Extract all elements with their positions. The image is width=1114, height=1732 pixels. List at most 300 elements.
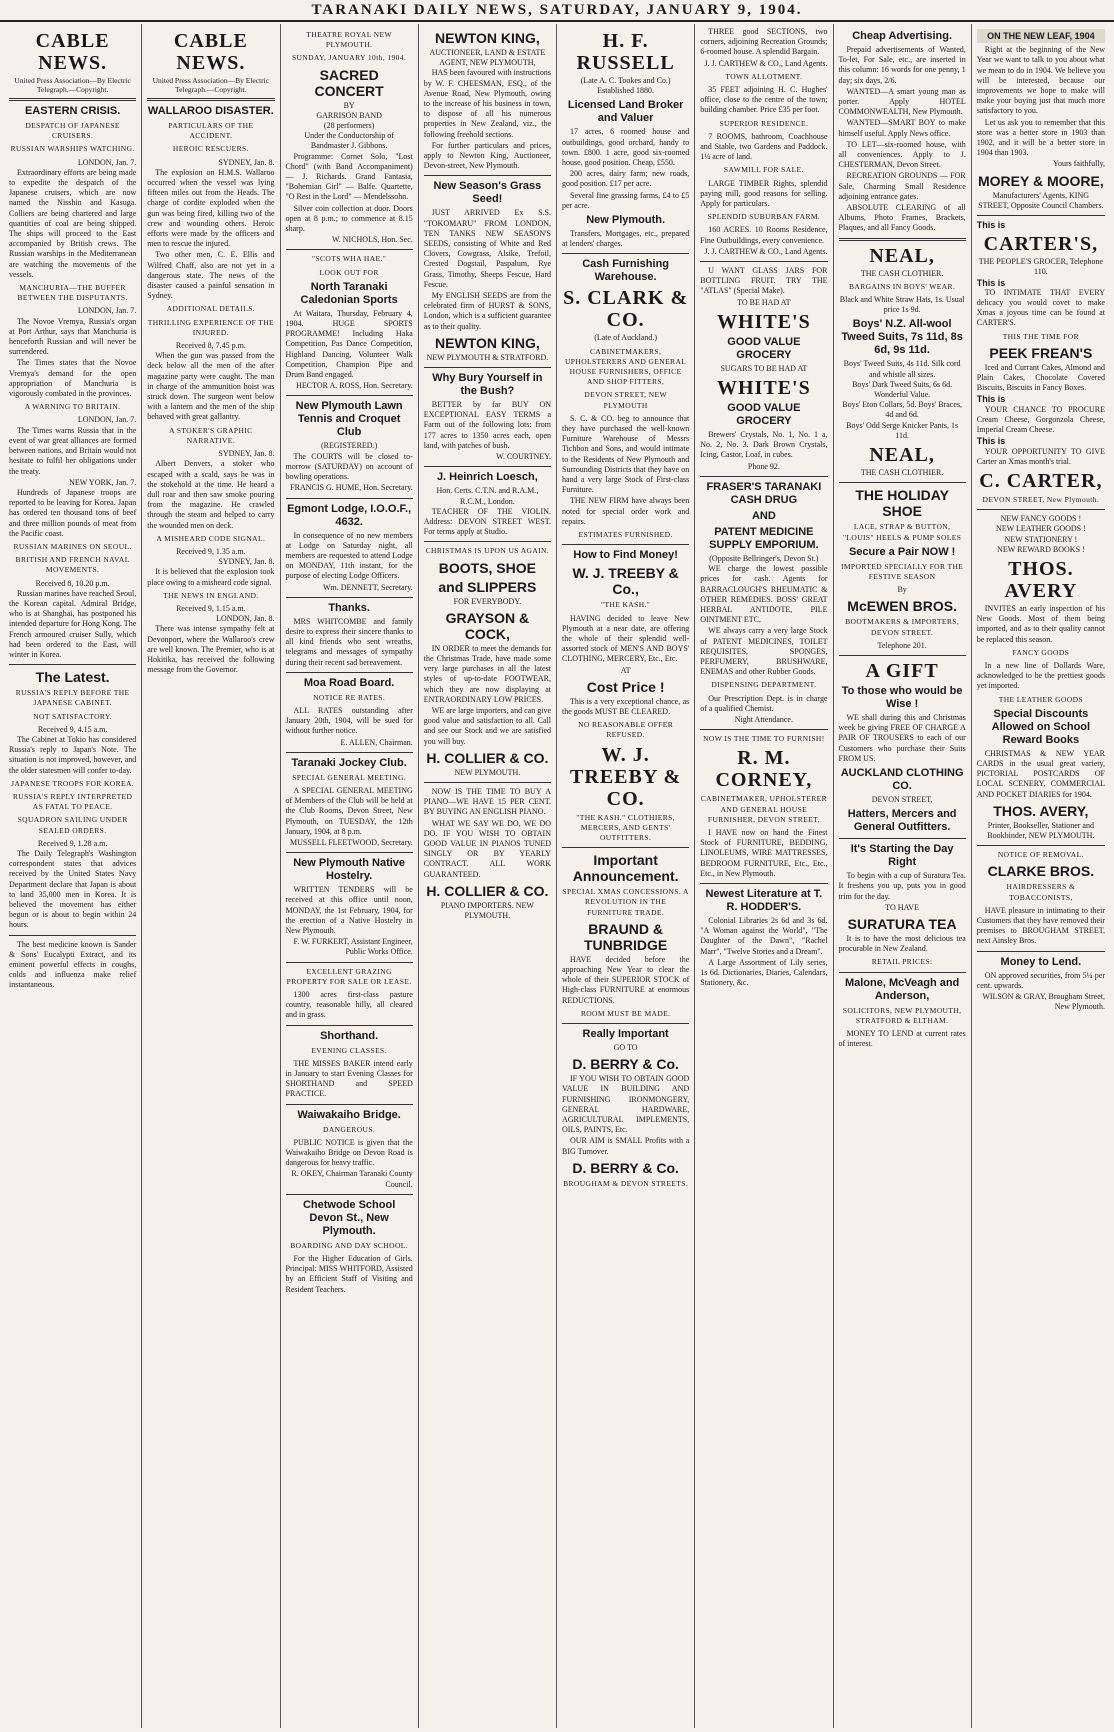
ad-text: WE are large importers, and can give good value and satisfaction to all. Call and see our Stock and we are satisfied you will buy. [423, 705, 551, 746]
wallaroo-heading: WALLAROO DISASTER. [147, 105, 274, 117]
signature: Wm. DENNETT, Secretary. [323, 582, 413, 592]
ad-text: TO INTIMATE THAT EVERY delicacy you would covet to make Xmas a joyous time can be found at CARTER'S. [976, 287, 1105, 328]
subhead: SPECIAL GENERAL MEETING. [292, 772, 407, 782]
subhead: THRILLING EXPERIENCE OF THE INJURED. [147, 317, 275, 337]
auckland-clothing-heading: AUCKLAND CLOTHING CO. [840, 766, 964, 792]
malone-sub: SOLICITORS, NEW PLYMOUTH, STRATFORD & ELTHAM. [842, 1005, 962, 1025]
divider [424, 175, 551, 176]
divider [977, 215, 1105, 216]
divider [562, 847, 689, 848]
divider [147, 98, 274, 101]
signature: F. W. FURKERT, Assistant Engineer, Public Works Office. [293, 937, 413, 957]
ad-text: This is a very exceptional chance, as the goods MUST BE CLEARED. [562, 696, 690, 716]
registered-label: (REGISTERED.) [321, 441, 378, 451]
good-value-grocery: GOOD VALUE GROCERY [727, 402, 801, 428]
divider [286, 597, 413, 598]
ad-text: Boys' Eton Collars, 5d. Boys' Braces, 4d and 6d. [842, 400, 962, 420]
boots-sub: FOR EVERYBODY. [453, 596, 522, 606]
divider [424, 466, 551, 467]
neal-heading: NEAL, [869, 444, 935, 467]
ad-text: A Large Assortment of Lily series, 1s 6d. Dictionaries, Diaries, Calendars, Stationery, &c. [700, 957, 828, 988]
signature: E. ALLEN, Chairman. [340, 737, 413, 747]
article-paragraph: The Cabinet at Tokio has considered Russia's reply to Japan's Note. The situation is not improved, however, and the older statesmen will confer to-day. [9, 734, 137, 775]
ad-text: HAVING decided to leave New Plymouth at a near date, are offering the whole of their splendid well-assorted stock of MEN'S AND BOYS' CLOTHING, MERCERY, Etc., Etc. [562, 613, 690, 664]
theatre-title: THEATRE ROYAL NEW PLYMOUTH. [306, 30, 392, 50]
fraser-and: AND [751, 509, 776, 522]
divider [977, 951, 1105, 952]
programme: Programme: Cornet Solo, "Lost Chord" (with Band Accompaniment) — J. Richards. Grand Fantasia, "Bohemian Girl" — Balfe. Quartette, "O Rest in the Lord" — Mendelssohn. [285, 151, 413, 202]
performers-note: (28 performers) [323, 121, 375, 131]
morey-sub: Manufacturers' Agents, KING STREET, Opposite Council Chambers. [978, 190, 1104, 210]
subhead: A STOKER'S GRAPHIC NARRATIVE. [169, 425, 253, 445]
signature: HECTOR A. ROSS, Hon. Secretary. [296, 381, 413, 391]
removal-notice: NOTICE OF REMOVAL. [997, 850, 1084, 860]
column-1 [4, 24, 142, 1728]
subhead: RUSSIAN MARINES ON SEOUL. [13, 541, 132, 551]
divider [286, 852, 413, 853]
classified-ad: WANTED—SMART BOY to make himself useful. Apply News office. [838, 118, 966, 138]
received-time: Received 9, 4.15 a.m. [37, 724, 108, 734]
ad-text: The COURTS will be closed to-morrow (SATURDAY) on account of bowling operations. [285, 451, 413, 482]
clark-trades: CABINETMAKERS, UPHOLSTERERS AND GENERAL HOUSE FURNISHERS, OFFICE AND SHOP FITTERS, [564, 346, 687, 387]
subhead: RUSSIAN WARSHIPS WATCHING. [10, 144, 135, 154]
signature: W. COURTNEY. [496, 452, 551, 462]
column-5 [557, 24, 695, 1728]
admission-note: Silver coin collection at door. Doors open at 8 p.m.; to commence at 8.15 sharp. [285, 203, 413, 234]
subhead: ADDITIONAL DETAILS. [166, 304, 256, 314]
peek-freans-heading: PEEK FREAN'S [989, 344, 1093, 361]
shorthand-heading: Shorthand. [320, 1029, 379, 1042]
signature: WILSON & GRAY, Brougham Street, New Plymouth. [982, 992, 1105, 1012]
secure-pair-heading: Secure a Pair NOW ! [848, 545, 956, 558]
new-plymouth-heading: New Plymouth. [586, 214, 666, 227]
ad-text: 160 ACRES. 10 Rooms Residence, Fine Outbuildings, every convenience. [700, 225, 828, 245]
divider [286, 672, 413, 673]
treeby-sub: "THE KASH." [600, 600, 651, 610]
ad-text: HAVE decided before the approaching New Year to clear the whole of their SUPERIOR STOCK of High-class FURNITURE at enormous REDUCTIONS. [562, 954, 690, 1005]
masthead: TARANAKI DAILY NEWS, SATURDAY, JANUARY 9, 1904. [0, 0, 1114, 22]
divider [9, 98, 136, 101]
column-3 [281, 24, 419, 1728]
eastern-crisis-heading: EASTERN CRISIS. [24, 105, 121, 117]
clark-heading: S. CLARK & CO. [563, 287, 689, 332]
ad-text: 35 FEET adjoining H. C. Hughes' office, close to the centre of the town; building chamber. Price £35 per foot. [700, 85, 828, 115]
concert-date: SUNDAY, JANUARY 10th, 1904. [291, 53, 407, 63]
special-discounts-heading: Special Discounts Allowed on School Reward Books [991, 707, 1091, 746]
column-2 [142, 24, 280, 1728]
article-paragraph: The Novoe Vremya, Russia's organ at Port Arthur, says that Manchuria is henceforth Russian and will never be surrendered. [9, 316, 137, 357]
signature: MUSSELL FLEETWOOD, Secretary. [290, 837, 413, 847]
subhead: FANCY GOODS [1012, 647, 1070, 657]
this-is-label: This is [976, 436, 1006, 447]
ad-text: My ENGLISH SEEDS are from the celebrated firm of HURST & SONS, London, which is a sufficient guarantee as to their quality. [423, 291, 551, 331]
ad-text: WRITTEN TENDERS will be received at this office until noon, MONDAY, the 1st February, 1904, for the erection of a Native Hostelry in New Plymouth. [285, 885, 413, 935]
classified-ad: ABSOLUTE CLEARING of all Albums, Photo Frames, Brackets, Plaques, and all Fancy Goods. [838, 203, 966, 233]
new-goods-line: NEW LEATHER GOODS ! [995, 524, 1086, 534]
look-out-line: LOOK OUT FOR [319, 267, 379, 277]
article-paragraph: The Times warns Russia that in the event of war great alliances are formed between nations, and Britain would not hesitate to fulfil her obligations under the treaty. [9, 425, 137, 476]
dateline: SYDNEY, Jan. 8. [218, 449, 275, 459]
land-broker-heading: Licensed Land Broker and Valuer [567, 99, 684, 125]
divider [424, 367, 551, 368]
signature: Yours faithfully, [1052, 159, 1105, 169]
subhead: BOARDING AND DAY SCHOOL. [290, 1240, 409, 1250]
find-money-heading: How to Find Money! [573, 549, 678, 562]
russell-sub: (Late A. C. Tookes and Co.) Established 1880. [580, 76, 671, 96]
article-paragraph: The Daily Telegraph's Washington correspondent states that advices received by the United States Navy Department declare that Japan is about to land 35,000 men in Korea. It is believed the movement has either begun or is about to begin within 24 hours. [9, 849, 137, 930]
starting-day-heading: It's Starting the Day Right [850, 843, 954, 869]
ad-text: OUR AIM is SMALL Profits with a BIG Turnover. [562, 1136, 690, 1156]
divider [286, 752, 413, 753]
divider [839, 482, 966, 483]
ad-text: Brewers' Crystals, No. 1, No. 1 a, No. 2, No. 3. Dark Brown Crystals, Icing, Castor, Loaf, in cubes. [700, 430, 828, 460]
cable-news-heading: CABLE NEWS. [173, 30, 248, 74]
subhead: EVENING CLASSES. [311, 1045, 387, 1055]
dateline: LONDON, Jan. 7. [77, 415, 137, 425]
subhead: RUSSIA'S REPLY INTERPRETED AS FATAL TO PEACE. [12, 791, 133, 812]
subhead: A MISHEARD CODE SIGNAL. [156, 533, 266, 543]
ad-text: ON approved securities, from 5¼ per cent. upwards. [976, 970, 1105, 990]
article-paragraph: Russian marines have reached Seoul, the Korean capital. Admiral Bridge, who is at Shanghai, has postponed his intended departure for Hong Kong. The French armoured cruiser Sully, which had been ordered to the East, will winter in Korea. [9, 588, 137, 659]
sugars-label: SUGARS TO BE HAD AT [720, 363, 808, 373]
at-label: AT [620, 665, 631, 675]
grayson-heading: GRAYSON & COCK, [445, 609, 530, 642]
egmont-lodge-heading: Egmont Lodge, I.O.O.F., 4632. [287, 502, 412, 528]
subhead: RUSSIA'S REPLY BEFORE THE JAPANESE CABINET. [15, 688, 130, 708]
ad-text: ALL RATES outstanding after January 20th, 1904, will be sued for without further notice. [285, 705, 413, 736]
received-time: Received 9, 1.28 a.m. [37, 838, 108, 848]
carter-heading: C. CARTER, [979, 469, 1103, 492]
avery-heading: THOS. AVERY [1004, 557, 1078, 602]
subhead: ROOM MUST BE MADE. [580, 1008, 671, 1018]
price-line: Boys' N.Z. All-wool Tweed Suits, 7s 11d, 8s 6d, 9s 11d. [841, 318, 963, 357]
ad-text: INVITES an early inspection of his New Goods. Most of them being imported, and as to their quality cannot be replaced this season. [976, 603, 1105, 644]
subhead: SPECIAL XMAS CONCESSIONS. A REVOLUTION IN THE FURNITURE TRADE. [562, 887, 689, 917]
divider [839, 655, 966, 656]
ad-text: HAVE pleasure in intimating to their Customers that they have removed their premises to BROUGHAM STREET, next Ainsley Bros. [976, 905, 1105, 946]
newton-king-sub: AUCTIONEER, LAND & ESTATE AGENT, NEW PLYMOUTH, [429, 48, 546, 68]
whites-heading: WHITE'S [717, 310, 811, 333]
divider [286, 1025, 413, 1026]
estimates-line: ESTIMATES FURNISHED. [578, 530, 673, 540]
subhead: THE NEWS IN ENGLAND. [163, 590, 259, 600]
night-attendance: Night Attendance. [734, 714, 793, 724]
loesch-heading: J. Heinrich Loesch, [436, 471, 538, 484]
ad-text: 7 ROOMS, bathroom, Coachhouse and Stable, two Gardens and Paddock. 1¼ acre of land. [700, 131, 828, 162]
avery-sub: Printer, Bookseller, Stationer and Bookbinder, NEW PLYMOUTH. [987, 820, 1095, 840]
signature: J. J. CARTHEW & CO., Land Agents. [704, 58, 828, 68]
treeby-heading: W. J. TREEBY & Co., [572, 565, 679, 598]
new-goods-line: NEW REWARD BOOKS ! [997, 544, 1085, 554]
article-paragraph: There was intense sympathy felt at Devonport, where the Wallaroo's crew are well known. The Premier, who is at Hokitika, has received the following message from the Governor. [147, 624, 275, 675]
subhead: NOT SATISFACTORY. [33, 711, 113, 721]
ad-text: PUBLIC NOTICE is given that the Waiwakaiho Bridge on Devon Road is dangerous for heavy traffic. [285, 1137, 413, 1168]
ad-text: Black and White Straw Hats, 1s. Usual price 1s 9d. [839, 295, 965, 315]
ad-text: Right at the beginning of the New Year we want to talk to you about what we mean to do in 1904. We believe you will be interested, because our improvements we hope to make will make your buying just that much more satisfactory to you. [976, 45, 1105, 116]
new-goods-line: NEW STATIONERY ! [1004, 534, 1078, 544]
really-important-heading: Really Important [582, 1027, 669, 1040]
divider [286, 1104, 413, 1105]
column-8 [972, 24, 1110, 1728]
divider [286, 498, 413, 499]
band-name: GARRISON BAND [316, 110, 382, 120]
cash-furnishing-heading: Cash Furnishing Warehouse. [582, 258, 670, 284]
subhead: DANGEROUS. [323, 1124, 376, 1134]
ad-text: TEACHER OF THE VIOLIN. Address: DEVON STREET WEST. For terms apply at Studio. [423, 506, 551, 537]
by-label: BY [343, 100, 355, 110]
subhead: SPLENDID SUBURBAN FARM. [707, 212, 821, 222]
berry-sub: BROUGHAM & DEVON STREETS. [563, 1178, 689, 1188]
subhead: MANCHURIA—THE BUFFER BETWEEN THE DISPUTANTS. [17, 283, 128, 303]
subhead: HEROIC RESCUERS. [172, 144, 249, 154]
ad-text: Colonial Libraries 2s 6d and 3s 6d. "A Woman against the World", "The Daughter of the Dawn", "Rachel Marr", "Twelve Stories and a Dream". [700, 915, 828, 956]
ad-text: S. C. & CO. beg to announce that they have purchased the well-known Furniture Warehouse of Messrs Tichbon and Sons, and would intimate to the Residents of New Plymouth and Surrounding Districts that they have on hand a very large Stock of First-class Furniture. [562, 413, 690, 495]
newton-king-sub: NEW PLYMOUTH & STRATFORD. [426, 352, 549, 362]
money-to-lend-heading: Money to Lend. [1000, 955, 1082, 968]
fraser-address: (Opposite Bellringer's, Devon St.) [709, 553, 819, 563]
subhead: LACE, STRAP & BUTTON, "LOUIS" HEELS & PUMP SOLES [842, 522, 962, 542]
divider [562, 253, 689, 254]
clark-address: DEVON STREET, NEW PLYMOUTH [584, 390, 667, 410]
subhead: THE LEATHER GOODS [998, 694, 1084, 704]
braund-heading: BRAUND & TUNBRIDGE [584, 920, 668, 953]
wise-heading: To those who would be Wise ! [841, 684, 963, 710]
subhead: PARTICULARS OF THE ACCIDENT. [168, 121, 254, 141]
morey-heading: MOREY & MOORE, [977, 172, 1104, 189]
cable-news-heading: CABLE NEWS. [35, 30, 110, 74]
divider [700, 476, 827, 477]
corney-heading: R. M. CORNEY, [715, 747, 813, 792]
ad-text: Boys' Dark Tweed Suits, 6s 6d. Wonderful Value. [852, 379, 953, 400]
divider [286, 249, 413, 250]
page-columns [4, 24, 1110, 1728]
subhead: THIS THE TIME FOR [1002, 331, 1080, 341]
divider [977, 509, 1105, 510]
dateline: SYDNEY, Jan. 8. [218, 157, 275, 167]
subhead: DESPATCH OF JAPANESE CRUISERS. [25, 121, 120, 141]
new-leaf-heading: ON THE NEW LEAF, 1904 [977, 29, 1105, 43]
divider [700, 883, 827, 884]
divider [286, 395, 413, 396]
ad-text: 200 acres, dairy farm; new roads, good position. £17 per acre. [562, 169, 690, 189]
classified-ad: RECREATION GROUNDS — FOR Sale, Charming Small Residence adjoining entrance gates. [838, 171, 966, 201]
ad-text: It is to have the most delicious tea procurable in New Zealand. [838, 933, 966, 954]
neal-sub: THE CASH CLOTHIER. [860, 468, 944, 478]
good-value-grocery: GOOD VALUE GROCERY [727, 335, 801, 361]
divider [9, 935, 136, 936]
to-be-had-label: TO BE HAD AT [737, 297, 791, 307]
corney-sub: CABINETMAKER, UPHOLSTERER AND GENERAL HOUSE FURNISHER, DEVON STREET, [700, 794, 827, 824]
collier-heading: H. COLLIER & CO. [426, 749, 549, 766]
classified-ad: TO LET—six-roomed house, with all conveniences. Apply to J. CHESTERMAN, Devon Street. [838, 139, 966, 170]
article-paragraph: Albert Denvers, a stoker who escaped with a scald, says he was in the stokehold at the time. He heard a dull roar and then saw smoke pouring from the magazine. He crawled through the steam and helped to carry the wounded men on deck. [147, 459, 275, 530]
subhead: RETAIL PRICES: [871, 957, 933, 967]
newton-king-heading: NEWTON KING, [435, 334, 540, 351]
ad-text: In a new line of Dollards Ware, acknowledged to be the prettiest goods yet imported. [976, 660, 1105, 691]
ad-text: JUST ARRIVED Ex S.S. "TOKOMARU" FROM LONDON, TEN TANKS NEW SEASON'S SEEDS, consisting of White and Red Clovers, Cowgrass, Alsike, Trefoil, Crested Dogstail, Paspalum, Rye Grass, Timothy, Sheeps Fescue, Hard Fescue. [423, 208, 551, 289]
signature: W. NICHOLS, Hon. Sec. [331, 235, 413, 245]
subhead: A WARNING TO BRITAIN. [24, 402, 121, 412]
christmas-line: CHRISTMAS IS UPON US AGAIN. [425, 546, 550, 556]
mcewen-sub: BOOTMAKERS & IMPORTERS, DEVON STREET. [845, 617, 960, 637]
moa-road-heading: Moa Road Board. [303, 676, 395, 689]
ad-text: CHRISTMAS & NEW YEAR CARDS in the usual great variety, PICTORIAL POSTCARDS OF LOCAL SCENERY, COMMERCIAL AND POCKET DIARIES for 1904. [976, 748, 1105, 799]
neal-heading: NEAL, [869, 244, 935, 267]
ad-text: WE shall during this and Christmas week be giving FREE OF CHARGE A PAIR OF TROUSERS to each of our Customers who purchase their Suits FROM US. [838, 712, 966, 763]
ad-text: WE always carry a very large Stock of PATENT MEDICINES, TOILET REQUISITES, SPONGES, PERFUMERY, BRUSHWARE, ENEMAS and other Rubber Goods. [700, 626, 828, 677]
this-is-label: This is [976, 394, 1006, 405]
ad-text: I HAVE now on hand the Finest Stock of FURNITURE, BEDDING, LINOLEUMS, WIRE MATTRESSES, BEDROOM FURNITURE, Etc., Etc., Etc., in New Plymouth. [700, 827, 828, 878]
subhead: SUPERIOR RESIDENCE. [719, 118, 809, 128]
native-hostelry-heading: New Plymouth Native Hostelry. [293, 857, 406, 883]
scots-line: "SCOTS WHA HAE." [311, 254, 387, 264]
bridge-heading: Waiwakaiho Bridge. [297, 1108, 401, 1121]
ad-text: THREE good SECTIONS, two corners, adjoining Recreation Grounds; 6-roomed house. A splendid Bargain. [700, 27, 828, 57]
hodder-heading: Newest Literature at T. R. HODDER'S. [705, 887, 823, 913]
subhead: SAWMILL FOR SALE. [723, 165, 804, 175]
column-6 [695, 24, 833, 1728]
to-have-label: TO HAVE [885, 902, 919, 912]
grazing-heading: EXCELLENT GRAZING PROPERTY FOR SALE OR LEASE. [286, 966, 412, 986]
article-paragraph: Extraordinary efforts are being made to expedite the despatch of the Japanese cruisers, which are now named the Nisshin and Kasuga. Colliers are being chartered and large quantities of coal are being shipped. The ships will proceed to the East accompanied by British crews. The Russian warships in the Mediterranean are watching the movements of the vessels. [9, 167, 137, 279]
carters-sub: THE PEOPLE'S GROCER, Telephone 110. [978, 257, 1104, 277]
ad-text: YOUR CHANCE TO PROCURE Cream Cheese, Gorgonzola Cheese, Imperial Cream Cheese. [976, 404, 1105, 435]
berry-heading: D. BERRY & Co. [572, 1056, 679, 1073]
grass-seed-heading: New Season's Grass Seed! [433, 180, 542, 206]
ad-text: YOUR OPPORTUNITY TO GIVE Carter an Xmas month's trial. [976, 446, 1105, 466]
subhead: JAPANESE TROOPS FOR KOREA. [11, 778, 135, 788]
ad-text: HAS been favoured with instructions by W. F. CHEESMAN, ESQ., of the Avenue Road, New Plymouth, owing to the increase of his business in town, to dispose of all his numerous properties in New Zealand, viz., the following freehold sections. [423, 68, 551, 139]
mcewen-heading: McEWEN BROS. [847, 598, 957, 615]
subhead: BRITISH AND FRENCH NAVAL MOVEMENTS. [15, 555, 130, 575]
ad-text: At Waitara, Thursday, February 4, 1904. HUGE SPORTS PROGRAMME! Including Haka Competition, Pas Dance Competition, Highland Dancing, Volunteer Walk Competition, Champion Pipe and Drum Band engaged. [285, 308, 413, 380]
subhead: BARGAINS IN BOYS' WEAR. [848, 281, 956, 291]
classified-ad: WANTED—A smart young man as porter. Apply HOTEL COMMONWEALTH, New Plymouth. [838, 86, 966, 117]
bush-heading: Why Bury Yourself in the Bush? [432, 372, 543, 398]
neal-sub: THE CASH CLOTHIER. [860, 268, 944, 278]
carter-sub: DEVON STREET, New Plymouth. [982, 494, 1100, 504]
divider [839, 838, 966, 839]
ad-text: Prepaid advertisements of Wanted, To-let, For Sale, etc., are inserted in this column: 16 words for one penny, 1 day; six days, 2/6. [838, 45, 966, 85]
ad-text: Boys' Odd Serge Knicker Pants, 1s 11d. [846, 420, 959, 440]
received-time: Received 8, 7.45 p.m. [175, 341, 246, 351]
fraser-emporium: PATENT MEDICINE SUPPLY EMPORIUM. [709, 525, 819, 551]
telephone: Telephone 201. [877, 640, 927, 650]
received-time: Received 8, 10.20 p.m. [35, 578, 110, 588]
divider [286, 1194, 413, 1195]
announcement-heading: Important Announcement. [572, 852, 679, 885]
holiday-shoe-heading: THE HOLIDAY SHOE [855, 487, 949, 520]
ad-text: U WANT GLASS JARS FOR BOTTLING FRUIT. TRY THE "ATLAS" (Special Make). [700, 266, 828, 296]
article-paragraph: Hundreds of Japanese troops are reported to be leaving for Korea. Japan has ordered ten thousand tons of beef and three million pounds of meat from the Pacific coast. [9, 487, 137, 538]
divider [700, 729, 827, 730]
article-paragraph: Two other men, C. E. Ellis and Wilfred Chaff, also are not yet in a dangerous state. The news of the disaster caused a painful sensation in Sydney. [147, 250, 275, 301]
cable-news-credit: United Press Association—By Electric Telegraph.—Copyright. [152, 76, 270, 94]
subhead: NO REASONABLE OFFER REFUSED. [578, 720, 674, 740]
ad-text: MONEY TO LEND at current rates of interest. [838, 1028, 966, 1049]
dateline: LONDON, Jan. 8. [216, 614, 275, 624]
subhead: NOW IS THE TIME TO FURNISH! [703, 734, 825, 744]
article-paragraph: The Times states that the Novoe Vremya's demand for the open appropriation of Manchuria is vigorously combated in the provinces. [9, 358, 137, 399]
carters-heading: CARTER'S, [983, 233, 1099, 256]
ad-text: IN ORDER to meet the demands for the Christmas Trade, have made some very large purchases in all the latest styles of up-to-date FOOTWEAR, which they are now displaying at ENTRAORDINARY LOW PRICES. [423, 643, 551, 704]
dateline: SYDNEY, Jan. 8. [218, 557, 275, 567]
divider [839, 972, 966, 973]
ad-text: In consequence of no new members at Lodge on Saturday night, all members are requested to attend Lodge on MONDAY, 11th instant, for the purpose of electing Lodge Officers. [285, 530, 413, 581]
divider [839, 238, 966, 241]
divider [700, 261, 827, 262]
dateline: LONDON, Jan. 7. [77, 306, 137, 316]
cheap-advertising-heading: Cheap Advertising. [852, 30, 953, 42]
clarke-heading: CLARKE BROS. [987, 863, 1095, 880]
lawn-tennis-heading: New Plymouth Lawn Tennis and Croquet Club [295, 400, 403, 439]
jockey-club-heading: Taranaki Jockey Club. [291, 756, 407, 769]
clark-sub: (Late of Auckland.) [594, 333, 658, 343]
subhead: TOWN ALLOTMENT. [725, 71, 803, 81]
ad-text: Iced and Currant Cakes, Almond and Plain Cakes, Chocolate Covered Biscuits, Biscuits in Fancy Boxes. [976, 362, 1105, 393]
article-paragraph: The explosion on H.M.S. Wallaroo occurred when the vessel was lying fifteen miles out from the Heads. The charge of cordite exploded when the gun was being fired, killing two of the crew and wounding others. Heroic efforts were made by the officers and men to rescue the injured. [147, 167, 275, 249]
ad-text: 17 acres, 6 roomed house and outbuildings, good orchard, handy to town. £800. 1 acre, good six-roomed house, good position. Cheap, £550. [562, 127, 690, 168]
received-time: Received 9, 1.15 a.m. [176, 603, 246, 613]
this-is-label: This is [976, 220, 1006, 231]
collier-sub: PIANO IMPORTERS. NEW PLYMOUTH. [440, 900, 534, 920]
subhead: DISPENSING DEPARTMENT. [711, 680, 817, 690]
auckland-sub: DEVON STREET, [871, 794, 933, 804]
ad-text: NOW IS THE TIME TO BUY A PIANO—WE HAVE 15 PER CENT. BY BUYING AN ENGLISH PIANO. [423, 786, 551, 817]
ad-text: Transfers, Mortgages, etc., prepared at lenders' charges. [562, 229, 690, 249]
ad-text: A SPECIAL GENERAL MEETING of Members of the Club will be held at the Club Rooms, Devon Street, New Plymouth, on TUESDAY, the 12th January, 1904, at 8 p.m. [285, 785, 413, 836]
divider [424, 782, 551, 783]
hatters-heading: Hatters, Mercers and General Outfitters. [847, 808, 957, 834]
by-label: By [897, 585, 907, 595]
subhead: SQUADRON SAILING UNDER SEALED ORDERS. [17, 815, 128, 835]
column-4 [419, 24, 557, 1728]
avery-heading: THOS. AVERY, [993, 802, 1089, 819]
ad-text: BETTER by far BUY ON EXCEPTIONAL EASY TERMS a Farm out of the following lots: from 177 acres to 1350 acres each, open land, with patches of bush. [423, 400, 551, 450]
treeby-heading: W. J. TREEBY & CO. [570, 743, 682, 810]
divider [9, 664, 136, 665]
divider [562, 1023, 689, 1024]
dateline: LONDON, Jan. 7. [77, 157, 137, 167]
ad-text: WE charge the lowest possible prices for cash. Agents for BARRACLOUGH'S RHEUMATIC & OTHER REMEDIES. BOSS' GREAT HERBAL ANTIDOTE, PILE OINTMENT ETC. [700, 564, 828, 625]
article-paragraph: The best medicine known is Sander & Sons' Eucalypti Extract, and its eminent powerful effects in coughs, colds and influenza make relief instantaneous. [9, 939, 137, 990]
conductor-note: Under the Conductorship of Bandmaster J. Gibbons. [304, 131, 394, 151]
chetwode-heading: Chetwode School Devon St., New Plymouth. [302, 1198, 396, 1237]
signature: R. OKEY, Chairman Taranaki County Council. [291, 1169, 413, 1189]
signature: FRANCIS G. HUME, Hon. Secretary. [290, 483, 413, 493]
subhead: NOTICE RE RATES. [313, 692, 386, 702]
new-goods-line: NEW FANCY GOODS ! [1000, 514, 1082, 524]
phone-number: Phone 92. [747, 461, 780, 471]
ad-text: Let us ask you to remember that this store was a better store in 1903 than 1902, and it will be a better store in 1904 than 1903. [976, 117, 1105, 158]
caledonian-heading: North Taranaki Caledonian Sports [300, 280, 398, 306]
fraser-heading: FRASER'S TARANAKI CASH DRUG [706, 480, 822, 506]
ad-text: Several fine grassing farms, £4 to £5 per acre. [562, 190, 690, 210]
suratura-heading: SURATURA TEA [847, 915, 957, 932]
clarke-sub: HAIRDRESSERS & TOBACCONISTS, [1006, 882, 1076, 902]
subhead: IMPORTED SPECIALLY FOR THE FESTIVE SEASON [840, 561, 964, 581]
newton-king-heading: NEWTON KING, [435, 30, 540, 46]
collier-heading: H. COLLIER & CO. [426, 882, 549, 899]
ad-text: IF YOU WISH TO OBTAIN GOOD VALUE IN BUILDING AND FURNISHING IRONMONGERY, GENERAL HARDWARE, AGRICULTURAL IMPLEMENTS, OILS, PAINTS, Etc. [562, 1074, 690, 1135]
gift-heading: A GIFT [865, 659, 939, 682]
slippers-heading: and SLIPPERS [438, 578, 537, 595]
ad-text: To begin with a cup of Suratura Tea. It freshens you up, puts you in good trim for the day. [838, 871, 966, 901]
divider [286, 962, 413, 963]
article-paragraph: It is believed that the explosion took place owing to a misheard code signal. [147, 567, 275, 587]
collier-sub: NEW PLYMOUTH. [454, 767, 521, 777]
divider [562, 544, 689, 545]
